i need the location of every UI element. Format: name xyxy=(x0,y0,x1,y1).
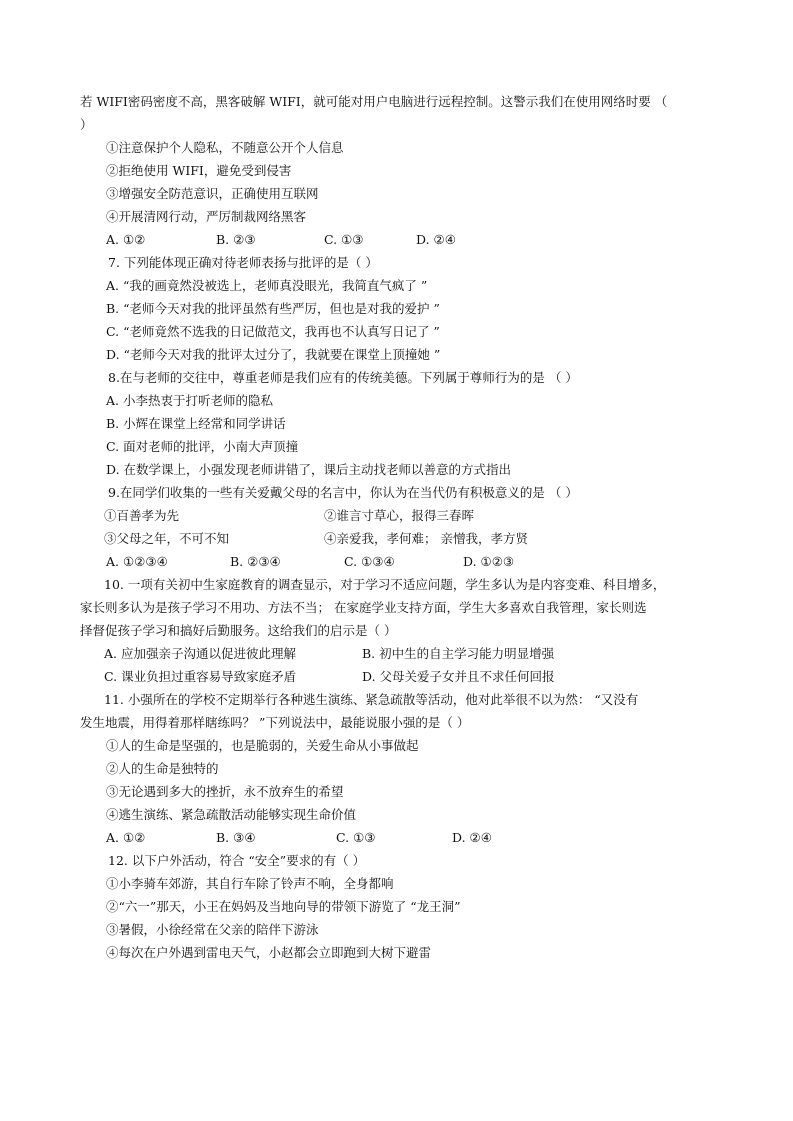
q10-option-c: C. 课业负担过重容易导致家庭矛盾 xyxy=(104,669,297,684)
q6-item-2: ②拒绝使用 WIFI，避免受到侵害 xyxy=(106,163,292,178)
q12-stem: 12. 以下户外活动，符合 “安全”要求的有（ ） xyxy=(108,853,366,868)
q10-stem-line3: 择督促孩子学习和搞好后勤服务。这给我们的启示是（ ） xyxy=(80,623,397,638)
q6-stem-line1: 若 WIFI密码密度不高，黑客破解 WIFI，就可能对用户电脑进行远程控制。这警示我们在使用网络时要 （ xyxy=(80,94,668,109)
q11-option-d: D. ②④ xyxy=(452,830,492,845)
q12-item-1: ①小李骑车郊游，其自行车除了铃声不响，全身都响 xyxy=(106,876,394,891)
q9-item-1: ①百善孝为先 xyxy=(104,508,180,523)
q8-option-d: D. 在数学课上，小强发现老师讲错了，课后主动找老师以善意的方式指出 xyxy=(106,462,512,477)
q10-option-d: D. 父母关爱子女并且不求任何回报 xyxy=(362,669,555,684)
q7-option-a: A. “我的画竟然没被选上，老师真没眼光，我简直气疯了 ” xyxy=(106,278,428,293)
q6-item-4: ④开展清网行动，严厉制裁网络黑客 xyxy=(106,209,307,224)
q8-option-b: B. 小辉在课堂上经常和同学讲话 xyxy=(106,416,286,431)
q9-item-2: ②谁言寸草心，报得三春晖 xyxy=(324,508,475,523)
q8-option-c: C. 面对老师的批评，小南大声顶撞 xyxy=(106,439,299,454)
q7-option-c: C. “老师竟然不选我的日记做范文，我再也不认真写日记了 ” xyxy=(106,324,440,339)
q12-item-3: ③暑假，小徐经常在父亲的陪伴下游泳 xyxy=(106,922,319,937)
q6-stem-line2: ） xyxy=(80,117,93,132)
q11-item-2: ②人的生命是独特的 xyxy=(106,761,219,776)
q8-option-a: A. 小李热衷于打听老师的隐私 xyxy=(106,393,273,408)
q11-option-b: B. ③④ xyxy=(216,830,256,845)
q10-stem-line1: 10. 一项有关初中生家庭教育的调查显示，对于学习不适应问题，学生多认为是内容变难、科目增多， xyxy=(104,577,666,592)
q10-option-b: B. 初中生的自主学习能力明显增强 xyxy=(362,646,555,661)
q10-option-a: A. 应加强亲子沟通以促进彼此理解 xyxy=(104,646,296,661)
q6-option-c: C. ①③ xyxy=(324,232,364,247)
q6-item-3: ③增强安全防范意识，正确使用互联网 xyxy=(106,186,319,201)
q11-item-1: ①人的生命是坚强的，也是脆弱的，关爱生命从小事做起 xyxy=(106,738,419,753)
q12-item-2: ②“六一”那天，小王在妈妈及当地向导的带领下游览了 “龙王洞” xyxy=(106,899,461,914)
q11-option-a: A. ①② xyxy=(106,830,146,845)
q9-option-b: B. ②③④ xyxy=(230,554,281,569)
q11-option-c: C. ①③ xyxy=(336,830,376,845)
q6-item-1: ①注意保护个人隐私，不随意公开个人信息 xyxy=(106,140,344,155)
q11-stem-line1: 11. 小强所在的学校不定期举行各种逃生演练、紧急疏散等活动，他对此举很不以为然： “又没有 xyxy=(104,692,639,707)
q6-option-b: B. ②③ xyxy=(216,232,256,247)
q7-option-d: D. “老师今天对我的批评太过分了，我就要在课堂上顶撞她 ” xyxy=(106,347,441,362)
q9-stem: 9.在同学们收集的一些有关爱戴父母的名言中，你认为在当代仍有积极意义的是 （ ） xyxy=(108,485,578,500)
q9-item-4: ④亲爱我，孝何难； 亲憎我，孝方贤 xyxy=(324,531,528,546)
q9-option-a: A. ①②③④ xyxy=(106,554,168,569)
q7-option-b: B. “老师今天对我的批评虽然有些严厉，但也是对我的爱护 ” xyxy=(106,301,440,316)
q11-stem-line2: 发生地震，用得着那样瞎练吗？ ”下列说法中，最能说服小强的是（ ） xyxy=(80,715,470,730)
q6-option-d: D. ②④ xyxy=(416,232,456,247)
q12-item-4: ④每次在户外遇到雷电天气，小赵都会立即跑到大树下避雷 xyxy=(106,945,432,960)
q10-stem-line2: 家长则多认为是孩子学习不用功、方法不当； 在家庭学业支持方面，学生大多喜欢自我管理，家长则选 xyxy=(80,600,647,615)
q11-item-3: ③无论遇到多大的挫折，永不放弃生的希望 xyxy=(106,784,344,799)
q8-stem: 8.在与老师的交往中，尊重老师是我们应有的传统美德。下列属于尊师行为的是 （ ） xyxy=(108,370,578,385)
q6-option-a: A. ①② xyxy=(106,232,146,247)
q9-option-d: D. ①②③ xyxy=(463,554,515,569)
q9-option-c: C. ①③④ xyxy=(344,554,395,569)
q7-stem: 7. 下列能体现正确对待老师表扬与批评的是（ ） xyxy=(108,255,378,270)
q11-item-4: ④逃生演练、紧急疏散活动能够实现生命价值 xyxy=(106,807,357,822)
q9-item-3: ③父母之年，不可不知 xyxy=(104,531,230,546)
